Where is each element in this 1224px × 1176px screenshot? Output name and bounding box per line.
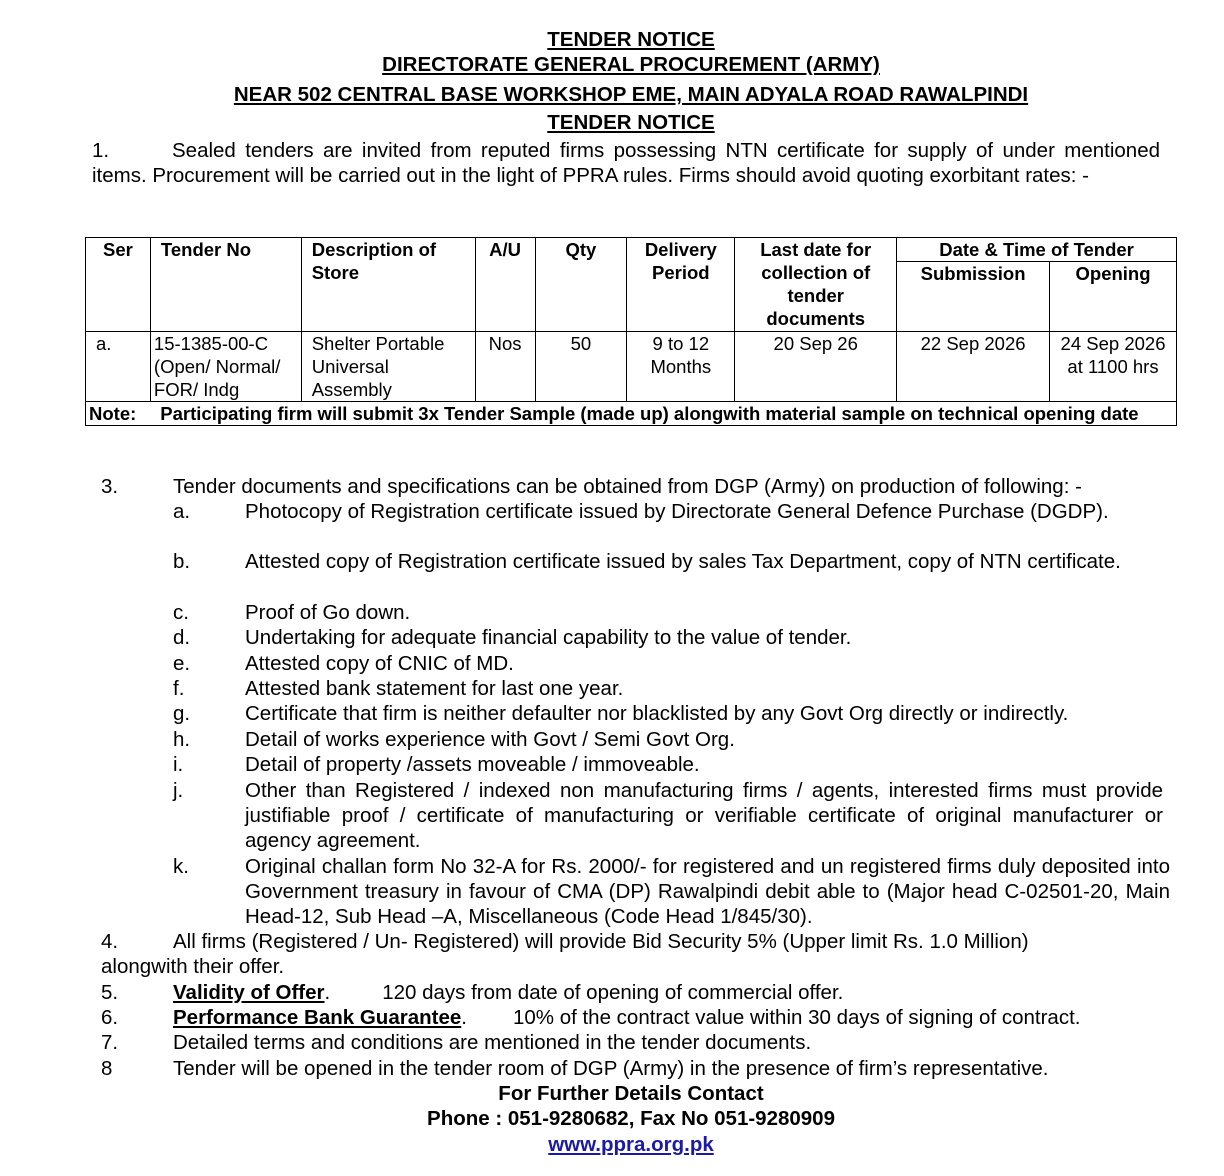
cell-last-date: 20 Sep 26 [735, 332, 897, 402]
header-date-time: Date & Time of Tender [897, 238, 1177, 262]
item-text: Attested copy of Registration certificate issued by sales Tax Department, copy of NTN certificate. [245, 550, 1121, 573]
para4-number: 4. [101, 930, 119, 953]
item-letter: b. [173, 550, 191, 573]
table-header-row [86, 238, 1177, 262]
para5-number: 5. [101, 981, 119, 1004]
website-line [0, 1132, 1224, 1157]
item-letter: f. [173, 677, 185, 700]
list-item [173, 600, 1163, 625]
header-tender-no: Tender No [150, 238, 301, 332]
item-letter: j. [173, 779, 184, 802]
list-item [173, 727, 1163, 752]
para7-text: Detailed terms and conditions are mentioned in the tender documents. [173, 1031, 812, 1054]
website-link[interactable]: www.ppra.org.pk [548, 1133, 714, 1156]
cell-ser: a. [86, 332, 151, 402]
item-letter: c. [173, 601, 189, 624]
para4-continuation: alongwith their offer. [101, 955, 285, 978]
para3-text: Tender documents and specifications can be obtained from DGP (Army) on production of following: - [173, 475, 1082, 498]
item-letter: k. [173, 855, 189, 878]
notice-subtitle: TENDER NOTICE [547, 111, 715, 134]
table-note-row [86, 402, 1177, 426]
list-item [173, 752, 1163, 777]
para8-text: Tender will be opened in the tender room of DGP (Army) in the presence of firm’s representative. [173, 1057, 1049, 1080]
item-text: Detail of works experience with Govt / Semi Govt Org. [245, 728, 735, 751]
header-delivery: Delivery Period [627, 238, 735, 332]
item-text: Original challan form No 32-A for Rs. 2000/- for registered and un registered firms duly deposited into Government treasury in favour of CMA (DP) Rawalpindi debit able to (Major head C-02501-20, Main Head-12, Sub Head –A, Miscellaneous (Code Head 1/845/30). [245, 855, 1170, 928]
item-letter: i. [173, 753, 184, 776]
intro-paragraph [92, 138, 1160, 188]
header-submission: Submission [897, 262, 1050, 332]
item-letter: a. [173, 500, 191, 523]
organization-name: DIRECTORATE GENERAL PROCUREMENT (ARMY) [382, 53, 880, 76]
para4-text: All firms (Registered / Un- Registered) will provide Bid Security 5% (Upper limit Rs. 1.0 Million) [173, 930, 1029, 953]
list-item [173, 778, 1163, 853]
list-item [173, 651, 1163, 676]
header-description: Description of Store [301, 238, 475, 332]
item-text: Attested copy of CNIC of MD. [245, 652, 514, 675]
item-letter: h. [173, 728, 191, 751]
para6-line: Performance Bank Guarantee. 10% of the contract value within 30 days of signing of contract. [173, 1006, 1081, 1029]
para7-number: 7. [101, 1031, 119, 1054]
list-item [173, 499, 1163, 524]
performance-guarantee-text: 10% of the contract value within 30 days of signing of contract. [512, 1006, 1081, 1029]
item-text: Proof of Go down. [245, 601, 411, 624]
table-row [86, 332, 1177, 402]
cell-tender-no: 15-1385-00-C (Open/ Normal/ FOR/ Indg [150, 332, 301, 402]
cell-opening: 24 Sep 2026 at 1100 hrs [1050, 332, 1177, 402]
header-ser: Ser [86, 238, 151, 332]
para5-line: Validity of Offer. 120 days from date of opening of commercial offer. [173, 981, 844, 1004]
item-text: Photocopy of Registration certificate issued by Directorate General Defence Purchase (DGDP). [245, 500, 1109, 523]
contact-phone: Phone : 051-9280682, Fax No 051-9280909 [427, 1107, 835, 1130]
table-note [86, 402, 1177, 426]
cell-submission: 22 Sep 2026 [897, 332, 1050, 402]
tender-table [85, 237, 1177, 426]
header-au: A/U [475, 238, 535, 332]
validity-label: Validity of Offer [173, 981, 325, 1004]
contact-heading: For Further Details Contact [498, 1082, 764, 1105]
header-qty: Qty [535, 238, 627, 332]
cell-description: Shelter Portable Universal Assembly [301, 332, 475, 402]
organization-address: NEAR 502 CENTRAL BASE WORKSHOP EME, MAIN ADYALA ROAD RAWALPINDI [233, 83, 1029, 106]
cell-qty: 50 [535, 332, 627, 402]
para6-number: 6. [101, 1006, 119, 1029]
cell-au: Nos [475, 332, 535, 402]
intro-text: Sealed tenders are invited from reputed firms possessing NTN certificate for supply of under mentioned items. Procurement will be carried out in the light of PPRA rules. Firms should avoid quoting exorbitant rates: - [92, 139, 1160, 187]
validity-text: 120 days from date of opening of commercial offer. [382, 981, 844, 1004]
performance-guarantee-label: Performance Bank Guarantee [173, 1006, 462, 1029]
para8-number: 8 [101, 1057, 113, 1080]
list-item [173, 676, 1163, 701]
item-letter: g. [173, 702, 191, 725]
cell-delivery: 9 to 12 Months [627, 332, 735, 402]
note-text: Participating firm will submit 3x Tender Sample (made up) alongwith material sample on technical opening date [160, 403, 1139, 424]
para3-number: 3. [101, 475, 119, 498]
notice-title: TENDER NOTICE [547, 28, 715, 51]
note-label: Note: [89, 403, 137, 424]
item-letter: e. [173, 652, 191, 675]
item-letter: d. [173, 626, 191, 649]
list-item [173, 549, 1163, 574]
list-item [173, 854, 1170, 929]
para-number: 1. [92, 139, 110, 162]
item-text: Detail of property /assets moveable / immoveable. [245, 753, 700, 776]
header-last-date: Last date for collection of tender documents [735, 238, 897, 332]
list-item [173, 625, 1163, 650]
item-text: Undertaking for adequate financial capability to the value of tender. [245, 626, 852, 649]
item-text: Other than Registered / indexed non manufacturing firms / agents, interested firms must provide justifiable proof / certificate of manufacturing or verifiable certificate of original manufacturer or agency agreement. [245, 779, 1163, 852]
list-item [173, 701, 1163, 726]
item-text: Attested bank statement for last one year. [245, 677, 624, 700]
item-text: Certificate that firm is neither defaulter nor blacklisted by any Govt Org directly or indirectly. [245, 702, 1069, 725]
header-opening: Opening [1050, 262, 1177, 332]
